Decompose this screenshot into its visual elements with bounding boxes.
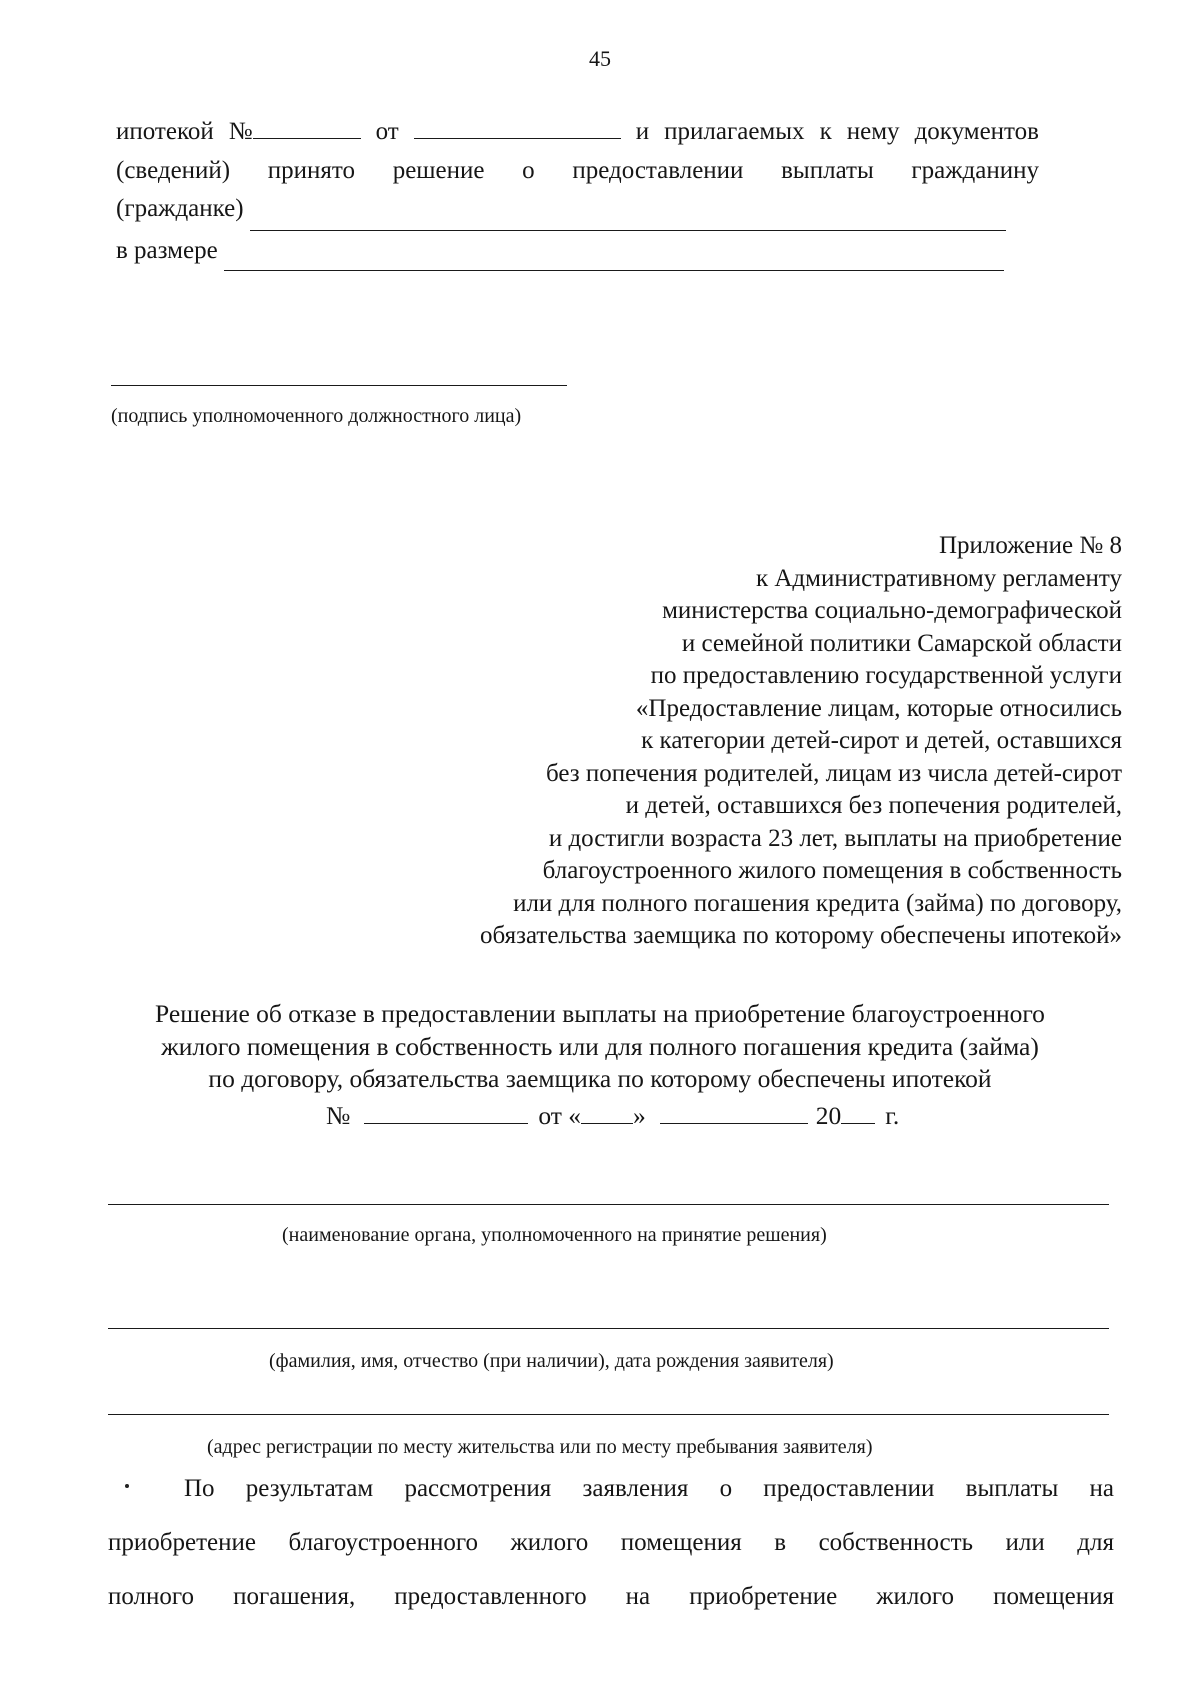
- decision-year-prefix: 20: [815, 1101, 842, 1130]
- decision-quote-close: »: [633, 1101, 646, 1130]
- body-line-2: приобретение благоустроенного жилого помещения в собственность или для: [108, 1529, 1114, 1556]
- line2-word-5: предоставлении: [572, 157, 744, 184]
- decision-year-suffix: г.: [885, 1101, 900, 1130]
- appendix-line: обязательства заемщика по которому обеспечены ипотекой»: [479, 922, 1122, 949]
- decision-number-blank[interactable]: [364, 1103, 528, 1124]
- decision-day-blank[interactable]: [581, 1103, 633, 1124]
- appendix-line: благоустроенного жилого помещения в собственность: [542, 857, 1122, 884]
- line2-word-3: решение: [392, 157, 485, 184]
- page-number: 45: [589, 46, 611, 71]
- bullet-dot: [125, 1484, 129, 1488]
- appendix-line: министерства социально-демографической: [662, 597, 1122, 624]
- appendix-line: по предоставлению государственной услуги: [650, 662, 1122, 689]
- appendix-line: без попечения родителей, лицам из числа детей-сирот: [545, 759, 1122, 787]
- appendix-header: [480, 530, 1122, 953]
- applicant-line[interactable]: [108, 1328, 1109, 1329]
- appendix-line: «Предоставление лицам, которые относились: [635, 694, 1122, 722]
- decision-title-line: по договору, обязательства заемщика по которому обеспечены ипотекой: [208, 1064, 992, 1093]
- appendix-line: Приложение № 8: [938, 532, 1122, 559]
- appendix-line: и детей, оставшихся без попечения родителей,: [625, 792, 1122, 819]
- line2-word-6: выплаты: [781, 157, 874, 184]
- mortgage-date-blank[interactable]: [414, 118, 621, 139]
- word-it: нему: [846, 118, 900, 145]
- word-attached: прилагаемых: [664, 118, 805, 145]
- line2-word-1: (сведений): [116, 157, 231, 184]
- decision-from-label: от «: [538, 1101, 582, 1130]
- decision-number-line: [326, 1101, 899, 1131]
- applicant-caption: (фамилия, имя, отчество (при наличии), дата рождения заявителя): [269, 1350, 834, 1372]
- intro-line-2: [116, 157, 1039, 185]
- address-line[interactable]: [108, 1414, 1109, 1415]
- decision-month-blank[interactable]: [660, 1103, 808, 1124]
- citizen-label: (гражданке): [116, 195, 244, 222]
- address-caption: (адрес регистрации по месту жительства или по месту пребывания заявителя): [207, 1436, 873, 1458]
- appendix-line: к категории детей-сирот и детей, оставшихся: [641, 727, 1122, 754]
- number-field-group: [229, 118, 361, 146]
- body-line-3: полного погашения, предоставленного на приобретение жилого помещения: [108, 1583, 1114, 1610]
- decision-title-line: жилого помещения в собственность или для полного погашения кредита (займа): [161, 1031, 1039, 1061]
- appendix-line: к Административному регламенту: [755, 564, 1122, 592]
- word-and: и: [635, 118, 650, 145]
- citizen-name-blank[interactable]: [250, 230, 1006, 231]
- line2-word-7: гражданину: [911, 157, 1039, 184]
- amount-label: в размере: [116, 237, 218, 264]
- appendix-line: и достигли возраста 23 лет, выплаты на приобретение: [548, 824, 1122, 852]
- number-sign: №: [228, 118, 253, 145]
- decision-year-blank[interactable]: [841, 1103, 875, 1124]
- line2-word-4: о: [522, 157, 535, 184]
- line2-word-2: принято: [267, 157, 356, 184]
- intro-line-1: [116, 118, 1039, 146]
- body-line-1: По результатам рассмотрения заявления о предоставлении выплаты на: [184, 1475, 1114, 1502]
- word-mortgage: ипотекой: [116, 118, 214, 145]
- appendix-line: и семейной политики Самарской области: [681, 629, 1122, 657]
- signature-caption: (подпись уполномоченного должностного лица): [111, 405, 522, 427]
- authority-caption: (наименование органа, уполномоченного на принятие решения): [282, 1224, 827, 1246]
- word-to: к: [819, 118, 832, 145]
- signature-line[interactable]: [111, 385, 567, 386]
- word-from: от: [375, 118, 399, 145]
- mortgage-number-blank[interactable]: [253, 118, 361, 139]
- decision-title: [0, 998, 1200, 1096]
- word-documents: документов: [914, 118, 1039, 145]
- appendix-line: или для полного погашения кредита (займа) по договору,: [513, 889, 1122, 917]
- authority-line[interactable]: [108, 1204, 1109, 1205]
- amount-blank[interactable]: [224, 270, 1004, 271]
- decision-title-line: Решение об отказе в предоставлении выплаты на приобретение благоустроенного: [155, 999, 1045, 1028]
- decision-number-sign: №: [326, 1101, 351, 1130]
